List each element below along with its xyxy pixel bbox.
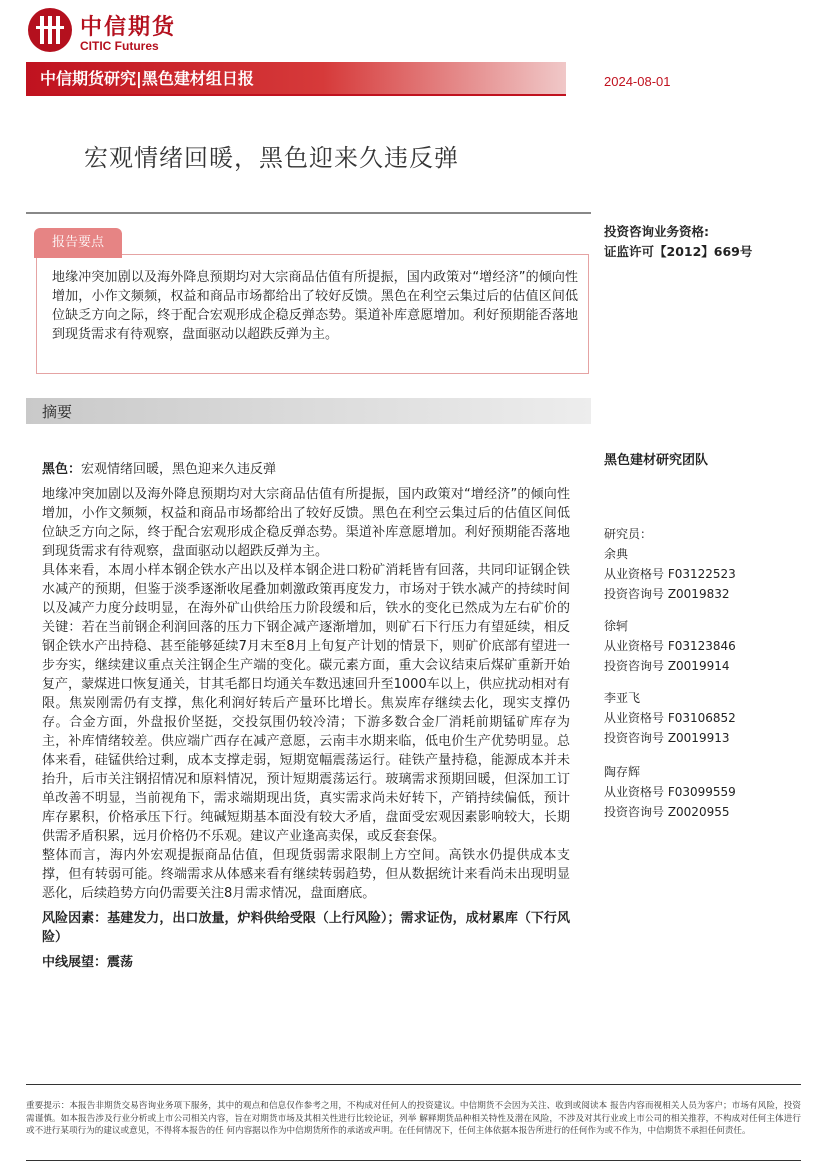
researcher-block	[604, 688, 736, 748]
qualification-label: 投资咨询业务资格:	[604, 224, 709, 239]
midterm-outlook	[42, 953, 570, 972]
abstract-body	[42, 460, 570, 972]
black-headline: 宏观情绪回暖，黑色迎来久违反弹	[81, 462, 277, 477]
title-divider	[26, 212, 591, 214]
abstract-band	[26, 398, 591, 424]
logo-chinese-name: 中信期货	[80, 15, 177, 40]
researcher-label: 研究员：	[604, 527, 653, 541]
footer-bottom-divider	[26, 1160, 801, 1161]
black-headline-line	[42, 460, 570, 479]
keypoints-tab: 报告要点	[34, 228, 122, 258]
research-team: 黑色建材研究团队	[604, 453, 709, 468]
abstract-paragraph-1: 地缘冲突加剧以及海外降息预期均对大宗商品估值有所提振，国内政策对“增经济”的倾向性增加，小作文频频，权益和商品市场都给出了较好反馈。黑色在利空云集过后的估值区间低位缺乏方向之际，终于配合宏观形成企稳反弹态势。渠道补库意愿增加。利好预期能否落地到现货需求有待观察，盘面驱动以超跌反弹为主。	[42, 487, 570, 559]
abstract-label: 摘要	[42, 403, 73, 421]
researcher-name: 陶存辉	[604, 765, 641, 779]
logo-english-name: CITIC Futures	[80, 39, 159, 53]
researcher-practice-no: 从业资格号 F03123846	[604, 639, 736, 653]
researcher-advisory-no: 投资咨询号 Z0020955	[604, 805, 730, 819]
abstract-paragraph-2: 具体来看，本周小样本钢企铁水产出以及样本钢企进口粉矿消耗皆有回落，共同印证钢企铁水减产的预期，但鉴于淡季逐渐收尾叠加刺激政策再度发力，市场对于铁水减产的持续时间以及减产力度分歧明显，在海外矿山供给压力阶段缓和后，铁水的变化已然成为左右矿价的关键：若在当前钢企利润回落的压力下钢企减产逐渐增加，则矿石下行压力有望延续，相反钢企铁水产出持稳、甚至能够延续7月末至8月上旬复产计划的情景下，则矿价底部有望进一步夯实，继续建议重点关注钢企生产端的变化。碳元素方面，重大会议结束后煤矿重新开始复产，蒙煤进口恢复通关，甘其毛都日均通关车数迅速回升至1000车以上，供应扰动相对有限。焦炭刚需仍有支撑，焦化利润好转后产量环比增长。焦炭库存继续去化，现实支撑仍存。合金方面，外盘报价坚挺，交投氛围仍较冷清；下游多数合金厂消耗前期锰矿库存为主，补库情绪较差。供应端广西存在减产意愿，云南丰水期来临，低电价生产优势明显。总体来看，硅锰供给过剩，成本支撑走弱，短期宽幅震荡运行。硅铁产量持稳，能源成本并未抬升，后市关注钢招情况和原料情况，预计短期震荡运行。玻璃需求预期回暖，但深加工订单改善不明显，当前视角下，需求端期现出货，真实需求尚未好转下，产销持续偏低，预计库存累积，价格承压下行。纯碱短期基本面没有较大矛盾，盘面受宏观因素影响较大，长期供需矛盾积累，远月价格仍不乐观。建议产业逢高卖保，或反套套保。	[42, 563, 570, 844]
researcher-practice-no: 从业资格号 F03106852	[604, 711, 736, 725]
report-date: 2024-08-01	[604, 74, 671, 89]
header-divider	[26, 94, 566, 96]
keypoints-text: 地缘冲突加剧以及海外降息预期均对大宗商品估值有所提振，国内政策对“增经济”的倾向性增加，小作文频频，权益和商品市场都给出了较好反馈。黑色在利空云集过后的估值区间低位缺乏方向之际，终于配合宏观形成企稳反弹态势。渠道补库意愿增加。利好预期能否落地到现货需求有待观察，盘面驱动以超跌反弹为主。	[52, 270, 578, 342]
black-label: 黑色：	[42, 462, 82, 477]
researcher-practice-no: 从业资格号 F03099559	[604, 785, 736, 799]
report-series-title: 中信期货研究|黑色建材组日报	[40, 69, 254, 88]
outlook-label: 中线展望：	[42, 955, 108, 970]
abstract-paragraph-3: 整体而言，海内外宏观提振商品估值，但现货弱需求限制上方空间。高铁水仍提供成本支撑，但有转弱可能。终端需求从体感来看有继续转弱趋势，但从数据统计来看尚未出现明显恶化，后续趋势方向仍需要关注8月需求情况，盘面磨底。	[42, 848, 570, 901]
disclaimer-text: 重要提示：本报告非期货交易咨询业务项下服务，其中的观点和信息仅作参考之用，不构成对任何人的投资建议。中信期货不会因为关注、收到或阅读本 报告内容而视相关人员为客户；市场有风险，投资需谨慎。如本报告涉及行业分析或上市公司相关内容，旨在对期货市场及其相关性进行比较论证，列举 解释期货品种相关特性及潜在风险，不涉及对其行业或上市公司的相关推荐，不构成对任何主体进行或不进行某项行为的建议或意见，不得将本报告的任 何内容据以作为中信期货所作的承诺或声明。在任何情况下，任何主体依据本报告所进行的任何作为或不作为，中信期货不承担任何责任。	[26, 1101, 801, 1136]
researcher-block	[604, 524, 736, 604]
risk-text: 基建发力，出口放量，炉料供给受限（上行风险）；需求证伪，成材累库（下行风险）	[42, 911, 570, 945]
researcher-block	[604, 616, 736, 676]
outlook-text: 震荡	[107, 955, 134, 970]
researcher-block	[604, 762, 736, 822]
researcher-advisory-no: 投资咨询号 Z0019832	[604, 587, 730, 601]
footer-divider	[26, 1084, 801, 1085]
qualification-value: 证监许可【2012】669号	[604, 244, 753, 259]
company-logo	[26, 6, 196, 58]
researcher-advisory-no: 投资咨询号 Z0019913	[604, 731, 730, 745]
citic-logo-icon	[26, 6, 74, 54]
researcher-name: 徐轲	[604, 619, 629, 633]
researcher-name: 李亚飞	[604, 691, 641, 705]
risk-factors	[42, 909, 570, 947]
researcher-advisory-no: 投资咨询号 Z0019914	[604, 659, 730, 673]
page-title: 宏观情绪回暖，黑色迎来久违反弹	[84, 144, 459, 172]
risk-label: 风险因素：	[42, 911, 108, 926]
researcher-name: 余典	[604, 547, 629, 561]
researcher-practice-no: 从业资格号 F03122523	[604, 567, 736, 581]
